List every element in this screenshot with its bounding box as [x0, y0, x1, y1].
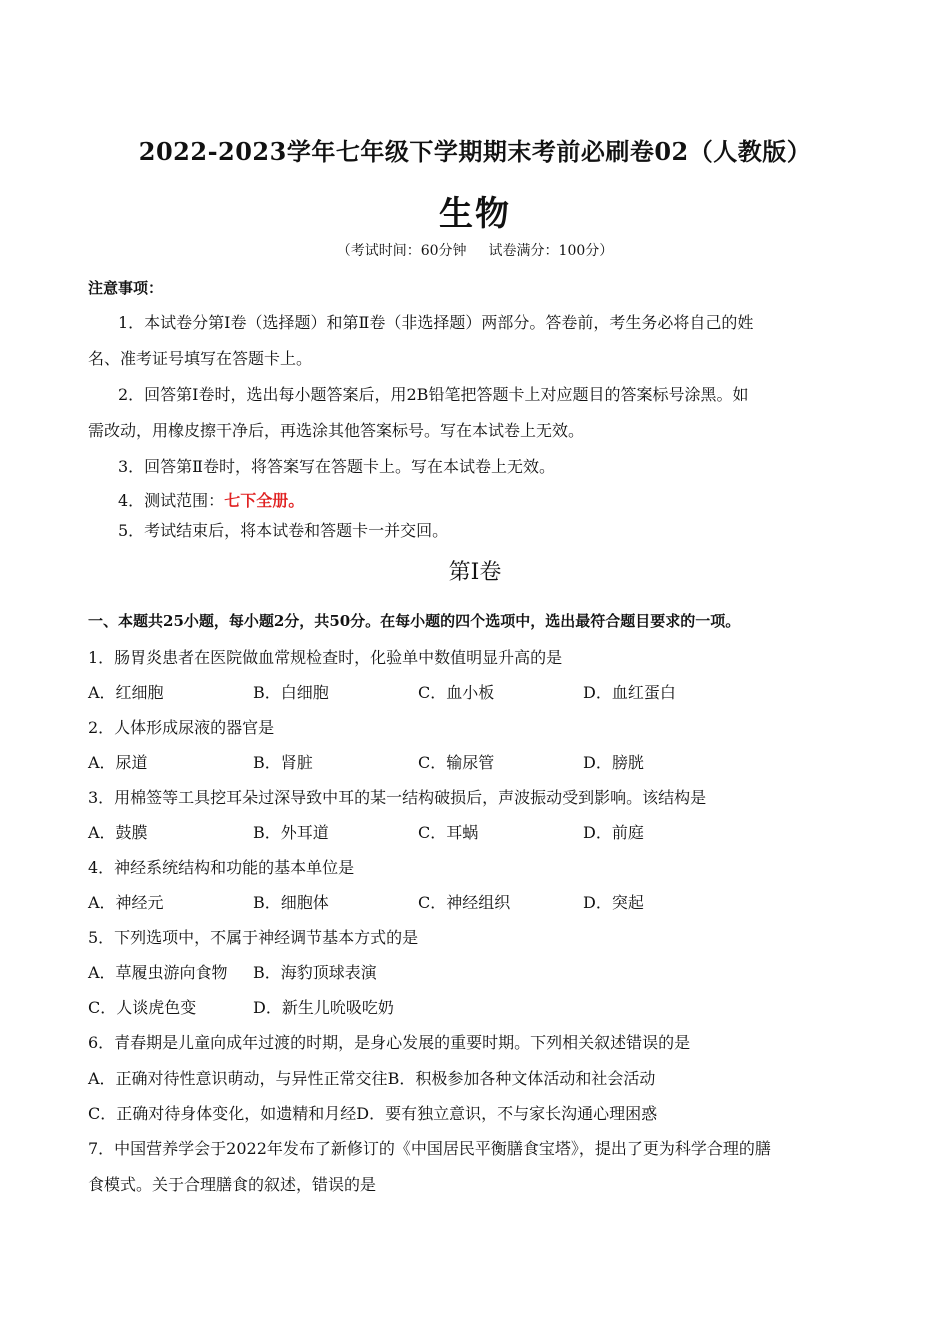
exam-title: 2022-2023学年七年级下学期期末考前必刷卷02（人教版） [138, 137, 812, 166]
option-d: D．前庭 [583, 823, 644, 842]
question-6: 6．青春期是儿童向成年过渡的时期，是身心发展的重要时期。下列相关叙述错误的是 [88, 1033, 691, 1052]
option-c: C．输尿管 [418, 753, 495, 772]
question-3-options [88, 820, 868, 844]
option-a: A．尿道 [88, 753, 148, 772]
note-3: 3．回答第Ⅱ卷时，将答案写在答题卡上。写在本试卷上无效。 [118, 457, 556, 476]
note-1-line-2: 名、准考证号填写在答题卡上。 [88, 349, 313, 368]
option-b: B．肾脏 [253, 753, 313, 772]
question-1-options [88, 680, 868, 704]
option-d: D．新生儿吮吸吃奶 [253, 998, 394, 1017]
option-a: A．草履虫游向食物 [88, 963, 228, 982]
note-1-line-1: 1．本试卷分第Ⅰ卷（选择题）和第Ⅱ卷（非选择题）两部分。答卷前，考生务必将自己的姓 [118, 313, 754, 332]
question-7-line-1: 7．中国营养学会于2022年发布了新修订的《中国居民平衡膳食宝塔》，提出了更为科学合理的膳 [88, 1139, 771, 1158]
question-5: 5．下列选项中，不属于神经调节基本方式的是 [88, 928, 419, 947]
question-6-options-row-2 [88, 1101, 657, 1124]
question-7-line-2: 食模式。关于合理膳食的叙述，错误的是 [88, 1175, 377, 1194]
question-4-options [88, 890, 868, 914]
question-2-options [88, 750, 868, 774]
note-4-label: 4．测试范围： [118, 491, 225, 510]
option-c: C．血小板 [418, 683, 495, 702]
note-2-line-2: 需改动，用橡皮擦干净后，再选涂其他答案标号。写在本试卷上无效。 [88, 421, 585, 440]
option-b: B．细胞体 [253, 893, 329, 912]
option-c: C．正确对待身体变化，如遗精和月经 [88, 1104, 357, 1123]
option-b: B．外耳道 [253, 823, 329, 842]
option-d: D．要有独立意识，不与家长沟通心理困惑 [356, 1104, 658, 1123]
question-2: 2．人体形成尿液的器官是 [88, 718, 275, 737]
option-b: B．积极参加各种文体活动和社会活动 [387, 1069, 656, 1088]
option-a: A．正确对待性意识萌动，与异性正常交往 [88, 1069, 388, 1088]
note-2-line-1: 2．回答第Ⅰ卷时，选出每小题答案后，用2B铅笔把答题卡上对应题目的答案标号涂黑。如 [118, 385, 749, 404]
option-c: C．耳蜗 [418, 823, 479, 842]
section-title: 第Ⅰ卷 [448, 560, 502, 585]
option-a: A．红细胞 [88, 683, 164, 702]
exam-time: （考试时间：60分钟 [336, 243, 467, 259]
part-instruction: 一、本题共25小题，每小题2分，共50分。在每小题的四个选项中，选出最符合题目要求的一项。 [88, 612, 741, 630]
option-c: C．人谈虎色变 [88, 998, 197, 1017]
option-d: D．膀胱 [583, 753, 644, 772]
note-5: 5．考试结束后，将本试卷和答题卡一并交回。 [118, 521, 449, 540]
option-a: A．神经元 [88, 893, 164, 912]
question-6-options-row-1 [88, 1066, 655, 1089]
option-a: A．鼓膜 [88, 823, 148, 842]
option-c: C．神经组织 [418, 893, 511, 912]
option-b: B．白细胞 [253, 683, 329, 702]
full-score: 试卷满分：100分） [488, 243, 614, 259]
option-d: D．血红蛋白 [583, 683, 676, 702]
question-5-options-row-1 [88, 960, 868, 984]
question-5-options-row-2 [88, 995, 868, 1019]
note-4 [118, 488, 304, 511]
exam-info [0, 240, 950, 260]
notes-title: 注意事项： [88, 279, 164, 297]
option-d: D．突起 [583, 893, 644, 912]
question-1: 1．肠胃炎患者在医院做血常规检查时，化验单中数值明显升高的是 [88, 648, 563, 667]
question-4: 4．神经系统结构和功能的基本单位是 [88, 858, 355, 877]
test-scope: 七下全册。 [224, 491, 305, 510]
option-b: B．海豹顶球表演 [253, 963, 377, 982]
question-3: 3．用棉签等工具挖耳朵过深导致中耳的某一结构破损后，声波振动受到影响。该结构是 [88, 788, 707, 807]
subject-title: 生物 [439, 194, 511, 234]
